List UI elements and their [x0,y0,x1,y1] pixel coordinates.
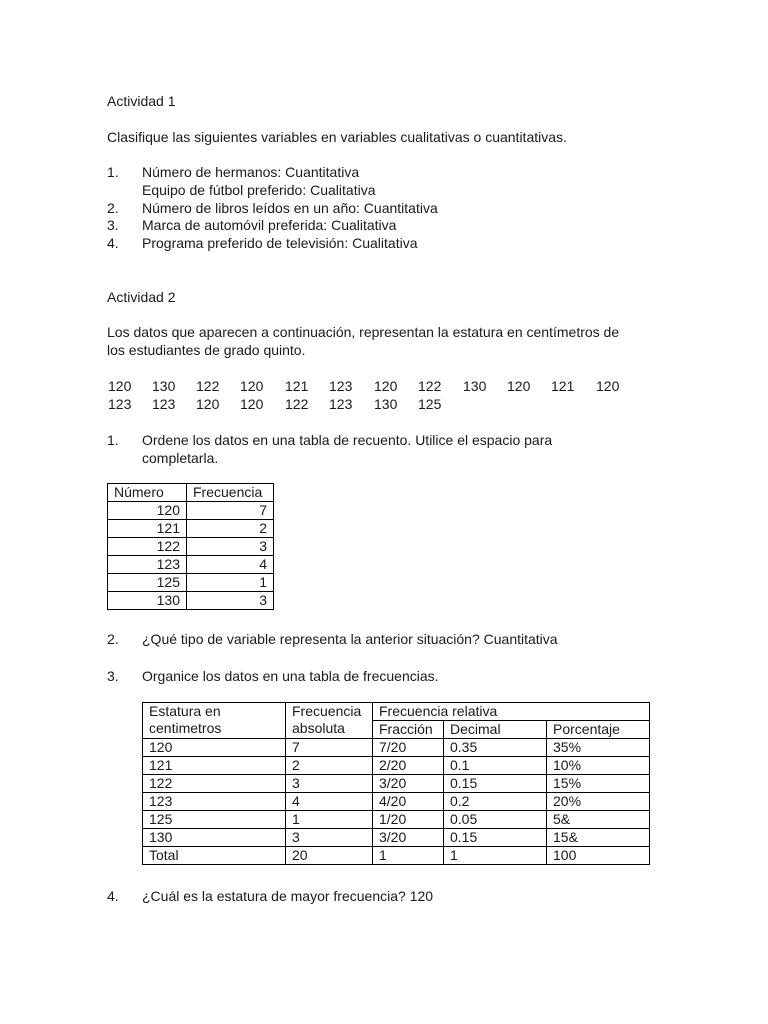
table-row [108,556,274,574]
table-header-line: centimetros [149,720,222,736]
question-2-text: ¿Qué tipo de variable representa la anterior situación? Cuantitativa [142,631,558,647]
table-cell: 120 [143,739,286,757]
table-row [143,793,650,811]
activity1-instruction: Clasifique las siguientes variables en variables cualitativas o cuantitativas. [107,129,567,145]
question-number: 1. [107,432,119,448]
table-cell: 0.1 [444,757,547,775]
table-cell: 123 [143,793,286,811]
question-number: 2. [107,631,119,647]
table-cell: 3 [286,829,373,847]
list-item: Número de hermanos: Cuantitativa [142,164,360,180]
table-cell: 20% [547,793,650,811]
list-item-number: 3. [107,217,119,233]
data-value: 123 [108,396,132,412]
data-value: 121 [285,378,309,394]
activity2-intro-line1: Los datos que aparecen a continuación, representan la estatura en centímetros de [107,324,620,340]
activity2-title: Actividad 2 [107,289,176,305]
table-cell: 3 [286,775,373,793]
table-cell: 3/20 [373,829,444,847]
table-header: Número [108,484,187,502]
table-cell: 125 [108,574,187,592]
table-cell: 1 [187,574,274,592]
table-cell: 3/20 [373,775,444,793]
table-cell: 35% [547,739,650,757]
table-header-line: Frecuencia [292,703,362,719]
table-cell: 130 [108,592,187,610]
table-row [108,502,274,520]
activity1-title: Actividad 1 [107,93,176,109]
table-cell: 1 [373,847,444,865]
table-cell: 15% [547,775,650,793]
table-cell: 0.2 [444,793,547,811]
table-header-row [143,703,650,721]
table-row [108,538,274,556]
table-cell: 7/20 [373,739,444,757]
table-cell: Total [143,847,286,865]
data-value: 120 [108,378,132,394]
table-cell: 4 [187,556,274,574]
table-header: Decimal [444,721,547,739]
list-item: Número de libros leídos en un año: Cuantitativa [142,200,438,216]
data-value: 121 [551,378,575,394]
table-cell: 10% [547,757,650,775]
data-value: 125 [418,396,442,412]
table-row [108,520,274,538]
list-item-number: 1. [107,164,119,180]
table-cell: 5& [547,811,650,829]
data-value: 122 [285,396,309,412]
question-1-line1: Ordene los datos en una tabla de recuento. Utilice el espacio para [142,432,553,448]
question-1-line2: completarla. [142,450,219,466]
question-number: 3. [107,668,119,684]
list-item: Equipo de fútbol preferido: Cualitativa [142,182,376,198]
list-item: Marca de automóvil preferida: Cualitativa [142,217,397,233]
table-cell: 123 [108,556,187,574]
table-row [143,739,650,757]
data-value: 123 [329,396,353,412]
table-cell: 1 [444,847,547,865]
table-cell: 1 [286,811,373,829]
data-value: 120 [240,396,264,412]
activity2-intro-line2: los estudiantes de grado quinto. [107,342,306,358]
table-cell: 130 [143,829,286,847]
table-header: Porcentaje [547,721,650,739]
data-value: 122 [418,378,442,394]
data-value: 130 [463,378,487,394]
table-cell: 15& [547,829,650,847]
table-cell: 121 [143,757,286,775]
table-cell: 0.15 [444,775,547,793]
table-cell: 2 [187,520,274,538]
table-cell: 0.35 [444,739,547,757]
table-cell: 0.05 [444,811,547,829]
table-header-line: Estatura en [149,703,221,719]
table-header-row [108,484,274,502]
table-cell: 20 [286,847,373,865]
data-value: 123 [152,396,176,412]
table-cell: 3 [187,538,274,556]
table-cell: 2/20 [373,757,444,775]
table-header [143,703,286,739]
table-cell: 7 [286,739,373,757]
table-cell: 120 [108,502,187,520]
table-cell: 4 [286,793,373,811]
table-header: Frecuencia [187,484,274,502]
table-header-line: absoluta [292,720,345,736]
data-value: 120 [240,378,264,394]
data-value: 130 [152,378,176,394]
data-value: 122 [196,378,220,394]
table-header: Frecuencia relativa [373,703,650,721]
question-3-text: Organice los datos en una tabla de frecuencias. [142,668,439,684]
table-row [143,829,650,847]
table-total-row [143,847,650,865]
tally-table [107,483,274,610]
table-header [286,703,373,739]
table-row [108,592,274,610]
list-item-number: 4. [107,235,119,251]
data-value: 120 [596,378,620,394]
table-cell: 1/20 [373,811,444,829]
frequency-table [142,702,650,865]
data-value: 120 [196,396,220,412]
table-cell: 100 [547,847,650,865]
table-cell: 4/20 [373,793,444,811]
data-row-2 [0,395,768,413]
table-cell: 0.15 [444,829,547,847]
data-value: 120 [507,378,531,394]
table-cell: 121 [108,520,187,538]
table-header: Fracción [373,721,444,739]
data-row-1 [0,377,768,395]
data-value: 130 [374,396,398,412]
data-value: 120 [374,378,398,394]
table-row [108,574,274,592]
question-number: 4. [107,888,119,904]
question-4-text: ¿Cuál es la estatura de mayor frecuencia? 120 [142,888,434,904]
table-cell: 3 [187,592,274,610]
table-cell: 125 [143,811,286,829]
list-item-number: 2. [107,200,119,216]
table-cell: 122 [143,775,286,793]
list-item: Programa preferido de televisión: Cualitativa [142,235,418,251]
table-row [143,757,650,775]
table-cell: 7 [187,502,274,520]
data-value: 123 [329,378,353,394]
table-row [143,811,650,829]
table-cell: 122 [108,538,187,556]
table-cell: 2 [286,757,373,775]
table-row [143,775,650,793]
